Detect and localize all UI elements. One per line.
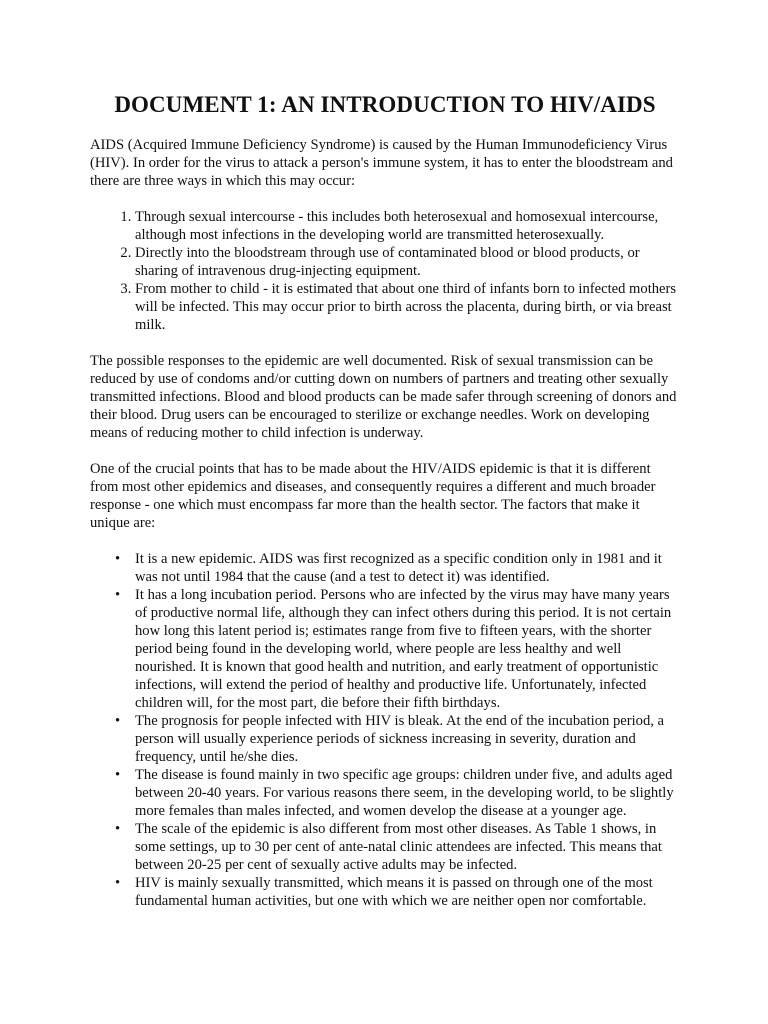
list-item-text: The disease is found mainly in two specific age groups: children under five, and adults aged between 20-40 years. For various reasons there seem, in the developing world, to be slightly more females than males infected, and women develop the disease at a younger age. [135,767,674,819]
list-item-text: The scale of the epidemic is also different from most other diseases. As Table 1 shows, in some settings, up to 30 per cent of ante-natal clinic attendees are infected. This means that between 20-25 per cent of sexually active adults may be infected. [135,821,662,873]
intro-paragraph: AIDS (Acquired Immune Deficiency Syndrome) is caused by the Human Immunodeficiency Virus (HIV). In order for the virus to attack a person's immune system, it has to enter the bloodstream and there are three ways in which this may occur: [90,137,673,189]
document-title: DOCUMENT 1: AN INTRODUCTION TO HIV/AIDS [114,92,656,117]
unique-factors-list [90,550,680,910]
bullet-icon: • [115,767,121,783]
bullet-icon: • [115,875,121,891]
list-item [115,550,680,586]
document-page [90,92,680,928]
list-item [115,874,680,910]
responses-paragraph: The possible responses to the epidemic are well documented. Risk of sexual transmission can be reduced by use of condoms and/or cutting down on numbers of partners and treating other sexually transmitted infections. Blood and blood products can be made safer through screening of donors and their blood. Drug users can be encouraged to sterilize or exchange needles. Work on developing means of reducing mother to child infection is underway. [90,353,677,441]
list-item: 3. From mother to child - it is estimated that about one third of infants born to infected mothers will be infected. This may occur prior to birth across the placenta, during birth, or via breast milk. [135,280,680,334]
crucial-points-paragraph: One of the crucial points that has to be made about the HIV/AIDS epidemic is that it is different from most other epidemics and diseases, and consequently requires a different and much broader response - one which must encompass far more than the health sector. The factors that make it unique are: [90,461,656,531]
list-item-text: The prognosis for people infected with HIV is bleak. At the end of the incubation period, a person will usually experience periods of sickness increasing in severity, duration and frequency, until he/she dies. [135,713,665,765]
list-item: 2. Directly into the bloodstream through use of contaminated blood or blood products, or sharing of intravenous drug-injecting equipment. [135,244,680,280]
list-item [115,766,680,820]
bullet-icon: • [115,713,121,729]
list-item: 1. Through sexual intercourse - this includes both heterosexual and homosexual intercourse, although most infections in the developing world are transmitted heterosexually. [135,208,680,244]
bullet-icon: • [115,587,121,603]
list-item [115,586,680,712]
list-item [115,820,680,874]
list-item-text: It is a new epidemic. AIDS was first recognized as a specific condition only in 1981 and it was not until 1984 that the cause (and a test to detect it) was identified. [135,551,662,585]
bullet-icon: • [115,551,121,567]
transmission-routes-list [90,208,680,334]
list-item [115,712,680,766]
bullet-icon: • [115,821,121,837]
list-item-text: It has a long incubation period. Persons who are infected by the virus may have many years of productive normal life, although they can infect others during this period. It is not certain how long this latent period is; estimates range from five to fifteen years, with the shorter period being found in the developing world, where people are less healthy and well nourished. It is known that good health and nutrition, and early treatment of opportunistic infections, will extend the period of healthy and productive life. Unfortunately, infected children will, for the most part, die before their fifth birthdays. [135,587,672,711]
list-item-text: HIV is mainly sexually transmitted, which means it is passed on through one of the most fundamental human activities, but one with which we are neither open nor comfortable. [135,875,653,909]
